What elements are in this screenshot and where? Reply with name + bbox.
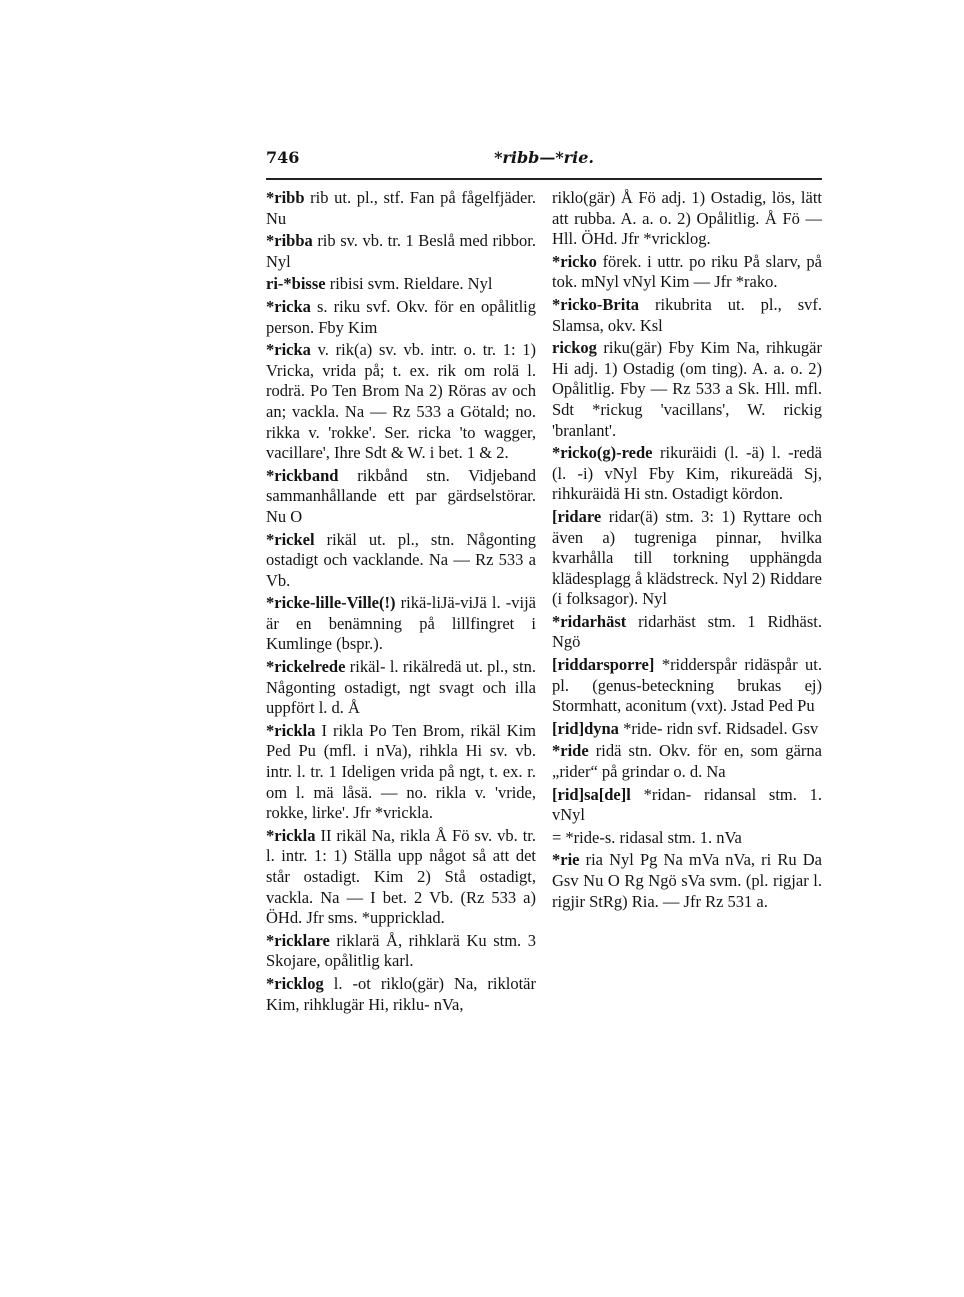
right-column — [552, 188, 822, 914]
entry-text: v. rik(a) sv. vb. intr. o. tr. 1: 1) Vricka, vrida på; t. ex. rik om rolä l. rodrä. Po Ten Brom Na 2) Röras av och an; vackla. Na — Rz 533 a Götald; no. rikka v. 'rokke'. Ser. ricka 'to wagger, vacillare', Ihre Sdt & W. i bet. 1 & 2. — [266, 340, 536, 463]
entry-headword: [riddarsporre] — [552, 655, 655, 675]
header-rule — [266, 178, 822, 180]
dictionary-entry — [552, 295, 822, 336]
entry-text: riklo(gär) Å Fö adj. 1) Ostadig, lös, lätt att rubba. A. a. o. 2) Opålitlig. Å Fö — Hll. ÖHd. Jfr *vricklog. — [552, 188, 822, 249]
entry-headword: *ricko(g)-rede — [552, 443, 653, 463]
entry-headword: *ricklare — [266, 930, 330, 950]
dictionary-entry — [266, 340, 536, 464]
entry-text: l. -ot riklo(gär) Na, riklotär Kim, rihklugär Hi, riklu- nVa, — [266, 973, 536, 1014]
entry-headword: [rid]dyna — [552, 718, 619, 738]
entry-headword: rickog — [552, 338, 597, 358]
entry-text: = *ride-s. ridasal stm. 1. nVa — [552, 827, 742, 847]
entry-text: ria Nyl Pg Na mVa nVa, ri Ru Da Gsv Nu O Rg Ngö sVa svm. (pl. rigjar l. rigjir StRg) Ria. — Jfr Rz 531 a. — [552, 850, 822, 911]
entry-headword: *ridarhäst — [552, 611, 627, 631]
entry-text: rikubrita ut. pl., svf. Slamsa, okv. Ksl — [552, 294, 822, 335]
entry-text: förek. i uttr. po riku På slarv, på tok. mNyl vNyl Kim — Jfr *rako. — [552, 251, 822, 292]
dictionary-entry — [266, 231, 536, 272]
dictionary-entry — [552, 612, 822, 653]
entry-text: rikä-liJä-viJä l. -vijä är en benämning på lillfingret i Kumlinge (bspr.). — [266, 593, 536, 654]
entry-headword: *rickla — [266, 720, 316, 740]
dictionary-entry — [552, 785, 822, 826]
entry-headword: *rie — [552, 850, 580, 870]
entry-text: *ride- ridn svf. Ridsadel. Gsv — [618, 718, 819, 738]
dictionary-entry — [552, 655, 822, 717]
dictionary-entry — [552, 850, 822, 912]
entry-text: II rikäl Na, rikla Å Fö sv. vb. tr. l. intr. 1: 1) Ställa upp något så att det står ostadigt. Kim 2) Stå ostadigt, vackla. Na — I bet. 2 Vb. (Rz 533 a) ÖHd. Jfr sms. *uppricklad. — [266, 825, 536, 928]
dictionary-entry — [552, 828, 822, 849]
dictionary-entry — [266, 826, 536, 929]
entry-headword: *ricklog — [266, 973, 324, 993]
entry-headword: ri-*bisse — [266, 274, 326, 294]
entry-headword: *ricke-lille-Ville(!) — [266, 593, 396, 613]
entry-headword: *ricko-Brita — [552, 294, 640, 314]
entry-text: riku(gär) Fby Kim Na, rihkugär Hi adj. 1) Ostadig (om ting). A. a. o. 2) Opålitlig. Fby — Rz 533 a Sk. Hll. mfl. Sdt *rickug 'vacillans', W. rickig 'branlant'. — [552, 338, 822, 440]
entry-text: s. riku svf. Okv. för en opålitlig person. Fby Kim — [266, 296, 536, 337]
entry-headword: *ribb — [266, 188, 305, 207]
entry-headword: [ridare — [552, 506, 602, 526]
entry-headword: *ricko — [552, 251, 597, 271]
entry-text: rikuräidi (l. -ä) l. -redä (l. -i) vNyl Fby Kim, rikureädä Sj, rihkuräidä Hi stn. Ostadigt kördon. — [552, 443, 822, 504]
page-number: 746 — [266, 148, 300, 167]
entry-headword: *rickband — [266, 465, 339, 485]
entry-text: rikbånd stn. Vidjeband sammanhållande ett par gärdselstörar. Nu O — [266, 465, 536, 526]
left-column — [266, 188, 536, 1017]
dictionary-entry — [266, 188, 536, 229]
entry-headword: *ricka — [266, 340, 311, 360]
entry-text: rikäl- l. rikälredä ut. pl., stn. Någonting ostadigt, ngt svagt och illa uppfört l. d. Å — [266, 657, 536, 718]
page-header — [266, 148, 822, 172]
entry-headword: *ride — [552, 741, 589, 761]
dictionary-entry — [266, 721, 536, 824]
dictionary-entry — [552, 741, 822, 782]
entry-text: *ridderspår ridäspår ut. pl. (genus-beteckning brukas ej) Stormhatt, aconitum (vxt). Jstad Ped Pu — [552, 655, 822, 716]
entry-text: ridar(ä) stm. 3: 1) Ryttare och även a) tugreniga pinnar, hvilka kvarhålla till torkning upphängda klädesplagg å klädstreck. Nyl 2) Riddare (i folksagor). Nyl — [552, 506, 822, 609]
entry-headword: *rickel — [266, 529, 315, 549]
dictionary-entry — [552, 443, 822, 505]
entry-headword: *rickla — [266, 825, 316, 845]
entry-text: ridä stn. Okv. för en, som gärna „rider“ på grindar o. d. Na — [552, 741, 822, 782]
dictionary-entry — [266, 931, 536, 972]
dictionary-entry — [552, 338, 822, 441]
dictionary-entry — [266, 974, 536, 1015]
dictionary-entry — [266, 297, 536, 338]
dictionary-entry — [266, 274, 536, 295]
dictionary-entry — [266, 593, 536, 655]
dictionary-entry — [552, 188, 822, 250]
entry-text: ribisi svm. Rieldare. Nyl — [325, 274, 493, 294]
entry-headword: *ricka — [266, 296, 311, 316]
dictionary-entry — [552, 719, 822, 740]
entry-text: riklarä Å, rihklarä Ku stm. 3 Skojare, opålitlig karl. — [266, 930, 536, 971]
entry-text: rib sv. vb. tr. 1 Beslå med ribbor. Nyl — [266, 231, 536, 271]
entry-text: ridarhäst stm. 1 Ridhäst. Ngö — [552, 611, 822, 652]
entry-headword: *rickelrede — [266, 657, 346, 677]
running-head: *ribb—*rie. — [494, 148, 594, 167]
entry-headword: [rid]sa[de]l — [552, 784, 631, 804]
dictionary-entry — [266, 466, 536, 528]
dictionary-entry — [266, 530, 536, 592]
entry-text: rikäl ut. pl., stn. Någonting ostadigt och vacklande. Na — Rz 533 a Vb. — [266, 529, 536, 590]
entry-text: I rikla Po Ten Brom, rikäl Kim Ped Pu (mfl. i nVa), rihkla Hi sv. vb. intr. l. tr. 1 Ideligen vrida på ngt, t. ex. r. om l. mä låsä. — no. rikla v. 'vride, rokke, lirke'. Jfr *vrickla. — [266, 720, 536, 823]
entry-text: *ridan- ridansal stm. 1. vNyl — [552, 784, 822, 825]
dictionary-entry — [552, 252, 822, 293]
dictionary-entry — [266, 657, 536, 719]
entry-headword: *ribba — [266, 231, 313, 251]
entry-text: rib ut. pl., stf. Fan på fågelfjäder. Nu — [266, 188, 536, 228]
dictionary-entry — [552, 507, 822, 610]
